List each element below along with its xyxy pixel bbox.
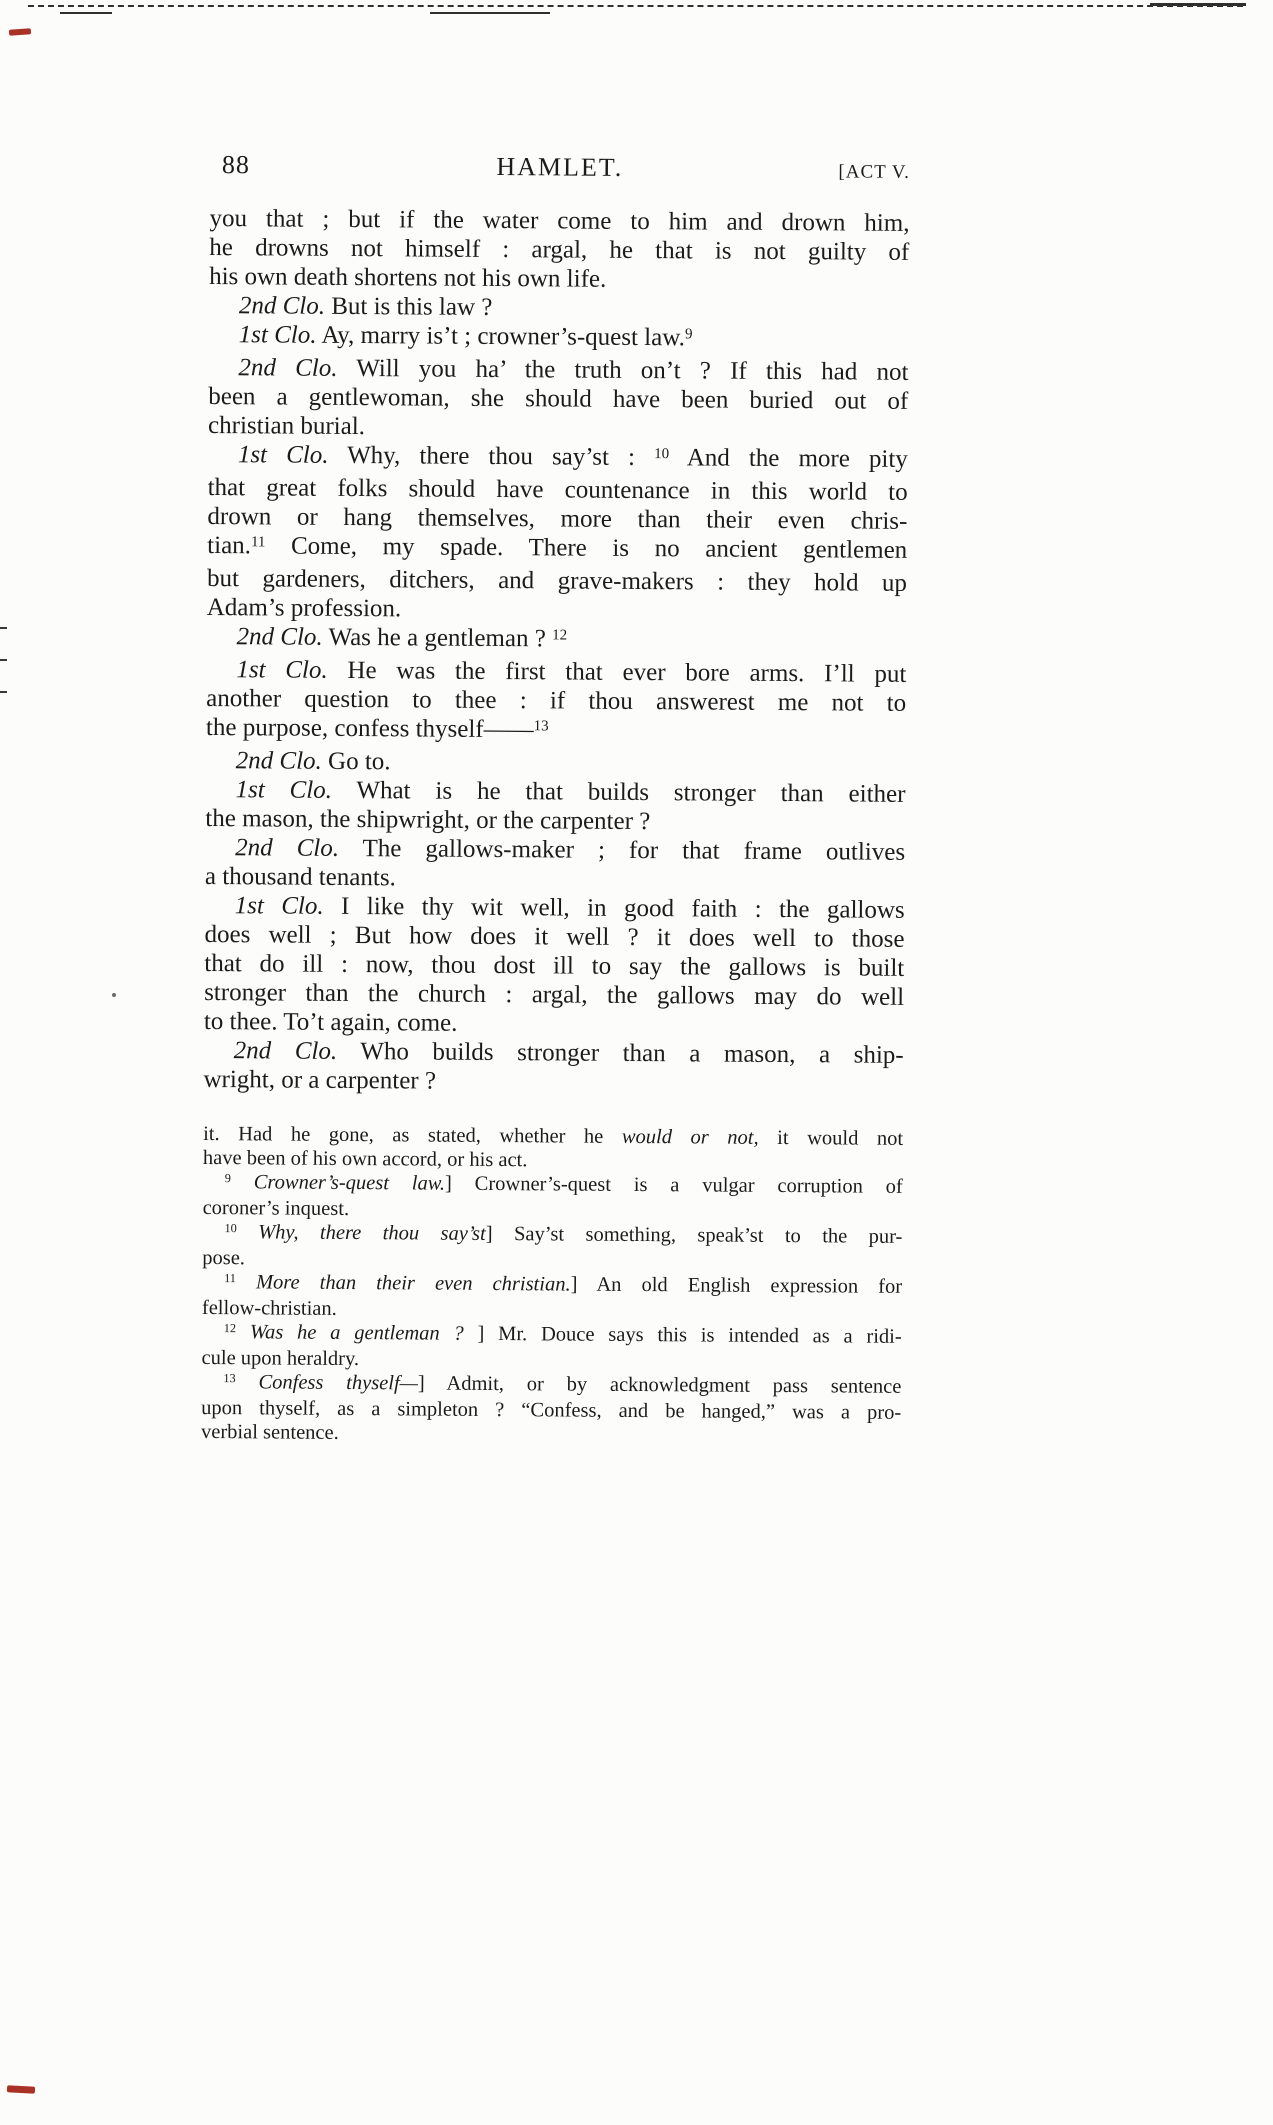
text-segment: the purpose, confess thyself—— xyxy=(205,713,534,744)
footnote-reference: 12 xyxy=(552,626,568,644)
italic-text: 2nd Clo. xyxy=(233,1037,338,1065)
text-segment: it would not xyxy=(758,1126,904,1150)
text-segment: ] Mr. Douce says this is intended as a ridi- xyxy=(463,1322,902,1348)
dialogue-paragraph xyxy=(207,440,908,627)
page-number: 88 xyxy=(221,150,250,180)
italic-text: 2nd Clo. xyxy=(238,354,338,382)
footnote-reference: 9 xyxy=(684,325,693,342)
text-segment xyxy=(237,1221,259,1243)
footnote xyxy=(203,1122,903,1175)
text-segment: stronger than the church : argal, the gallows may do well xyxy=(204,978,905,1011)
dialogue-paragraph xyxy=(203,1036,903,1099)
book-page-content xyxy=(201,150,910,1449)
footnote xyxy=(201,1320,901,1375)
dialogue-paragraph xyxy=(208,353,909,445)
italic-text: Was he a gentleman ? xyxy=(249,1321,464,1345)
italic-text: 2nd Clo. xyxy=(238,292,326,320)
text-segment: ] Crowner’s-quest is a vulgar corruption of xyxy=(444,1172,903,1198)
text-segment: And the more pity xyxy=(668,444,908,473)
margin-tick xyxy=(0,659,7,661)
text-segment xyxy=(236,1271,256,1293)
running-header xyxy=(210,150,910,187)
text-segment: to thee. To’t again, come. xyxy=(203,1007,458,1037)
text-segment: Will you ha’ the truth on’t ? If this had not xyxy=(337,354,909,386)
text-line xyxy=(206,622,906,660)
dialogue-paragraph xyxy=(205,833,905,896)
dialogue-paragraph xyxy=(209,204,910,296)
act-label: [ACT V. xyxy=(838,161,910,183)
text-segment: it. Had he gone, as stated, whether he xyxy=(203,1122,622,1148)
text-segment: fellow-christian. xyxy=(201,1296,337,1320)
text-segment: tian. xyxy=(207,531,252,560)
footnotes-block xyxy=(201,1122,903,1449)
text-line xyxy=(202,1220,902,1251)
scan-top-dash-fragment xyxy=(60,12,112,14)
scan-top-dashed-line xyxy=(28,5,1243,7)
text-segment: ] An old English expression for xyxy=(570,1273,903,1298)
text-segment: does well ; But how does it well ? it does well to those xyxy=(204,920,905,953)
text-segment: He was the first that ever bore arms. I’ll put xyxy=(327,656,907,688)
text-segment: that great folks should have countenance in this world to xyxy=(207,473,908,506)
text-segment: drown or hang themselves, more than their even chris- xyxy=(207,502,908,535)
text-segment: wright, or a carpenter ? xyxy=(203,1065,437,1095)
text-segment: Come, my spade. There is no ancient gentlemen xyxy=(265,532,908,564)
margin-tick xyxy=(0,691,7,693)
italic-text: Why, there thou say’st xyxy=(258,1221,486,1245)
text-segment: Was he a gentleman ? xyxy=(322,623,553,653)
text-segment: cule upon heraldry. xyxy=(201,1346,360,1371)
text-segment xyxy=(236,1371,259,1393)
text-segment: the mason, the shipwright, or the carpenter ? xyxy=(205,804,651,836)
text-line xyxy=(208,440,908,478)
italic-text: 1st Clo. xyxy=(234,892,324,920)
text-segment: but gardeners, ditchers, and grave-makers : they hold up xyxy=(206,564,908,597)
text-segment: have been of his own accord, or his act. xyxy=(202,1146,528,1172)
italic-text: 1st Clo. xyxy=(237,441,329,469)
footnote-reference: 11 xyxy=(250,533,266,550)
text-segment: But is this law ? xyxy=(324,292,493,321)
ink-dot xyxy=(112,993,116,997)
italic-text: 1st Clo. xyxy=(238,321,317,349)
text-segment: The gallows-maker ; for that frame outlives xyxy=(338,834,906,866)
footnote-reference: 10 xyxy=(224,1220,237,1236)
text-segment: you that ; but if the water come to him and drown him, xyxy=(209,204,910,237)
italic-text: Crowner’s-quest law. xyxy=(253,1171,446,1195)
footnote xyxy=(202,1220,902,1275)
italic-text: More than their even christian. xyxy=(255,1271,571,1296)
text-segment: verbial sentence. xyxy=(200,1420,339,1444)
text-line xyxy=(206,713,906,751)
text-segment: Who builds stronger than a mason, a ship- xyxy=(337,1037,904,1069)
red-pen-mark-bottom xyxy=(7,2085,35,2093)
text-segment: ] Say’st something, speak’st to the pur- xyxy=(485,1222,903,1248)
scan-top-dash-fragment xyxy=(430,12,550,14)
footnote xyxy=(202,1270,902,1325)
text-line xyxy=(201,1420,901,1449)
footnote-reference: 13 xyxy=(223,1370,236,1386)
footnote xyxy=(201,1370,901,1449)
dialogue-paragraph xyxy=(206,622,906,660)
footnote-reference: 9 xyxy=(224,1170,232,1186)
footnote-reference: 13 xyxy=(533,717,549,734)
text-segment: his own death shortens not his own life. xyxy=(209,262,607,293)
text-segment: ] Admit, or by acknowledgment pass sentence xyxy=(417,1372,902,1398)
text-segment: that do ill : now, thou dost ill to say the gallows is built xyxy=(204,949,905,982)
text-segment: upon thyself, as a simpleton ? “Confess, and be hanged,” was a pro- xyxy=(201,1396,902,1424)
italic-text: 1st Clo. xyxy=(236,656,328,684)
italic-text: 2nd Clo. xyxy=(235,747,322,775)
text-segment xyxy=(231,1171,254,1193)
text-segment: Why, there thou say’st : xyxy=(328,441,655,472)
text-segment: been a gentlewoman, she should have been buried out of xyxy=(208,382,909,415)
text-segment: I like thy wit well, in good faith : the gallows xyxy=(323,892,905,924)
margin-tick xyxy=(0,627,7,629)
italic-text: would or not, xyxy=(621,1125,759,1149)
footnote xyxy=(203,1170,903,1225)
footnote-reference: 12 xyxy=(223,1320,237,1336)
scan-top-solid-segment xyxy=(1150,3,1246,6)
text-segment: he drowns not himself : argal, he that is not guilty of xyxy=(209,233,910,266)
red-pen-mark-top xyxy=(9,28,31,36)
text-segment: christian burial. xyxy=(207,411,366,441)
text-line xyxy=(209,320,909,358)
dialogue-paragraph xyxy=(209,320,909,358)
text-segment: a thousand tenants. xyxy=(204,862,396,892)
italic-text: Confess thyself— xyxy=(258,1371,419,1395)
play-dialogue-text xyxy=(203,204,909,1099)
text-segment xyxy=(236,1321,250,1343)
text-line xyxy=(203,1065,903,1099)
text-segment: coroner’s inquest. xyxy=(202,1196,350,1220)
italic-text: 1st Clo. xyxy=(235,776,333,804)
text-segment: Ay, marry is’t ; crowner’s-quest law. xyxy=(316,321,686,352)
page-title: HAMLET. xyxy=(496,152,624,182)
text-segment: another question to thee : if thou answerest me not to xyxy=(206,684,907,717)
text-segment: pose. xyxy=(202,1246,246,1270)
text-segment: What is he that builds stronger than either xyxy=(331,776,906,808)
italic-text: 2nd Clo. xyxy=(236,623,323,651)
dialogue-paragraph xyxy=(206,655,907,751)
footnote-reference: 10 xyxy=(654,445,670,462)
text-segment: Adam’s profession. xyxy=(206,593,402,623)
dialogue-paragraph xyxy=(205,775,905,838)
text-line xyxy=(207,531,907,569)
text-segment: Go to. xyxy=(321,747,391,776)
dialogue-paragraph xyxy=(204,891,905,1041)
italic-text: 2nd Clo. xyxy=(235,834,340,862)
footnote-reference: 11 xyxy=(224,1270,237,1286)
